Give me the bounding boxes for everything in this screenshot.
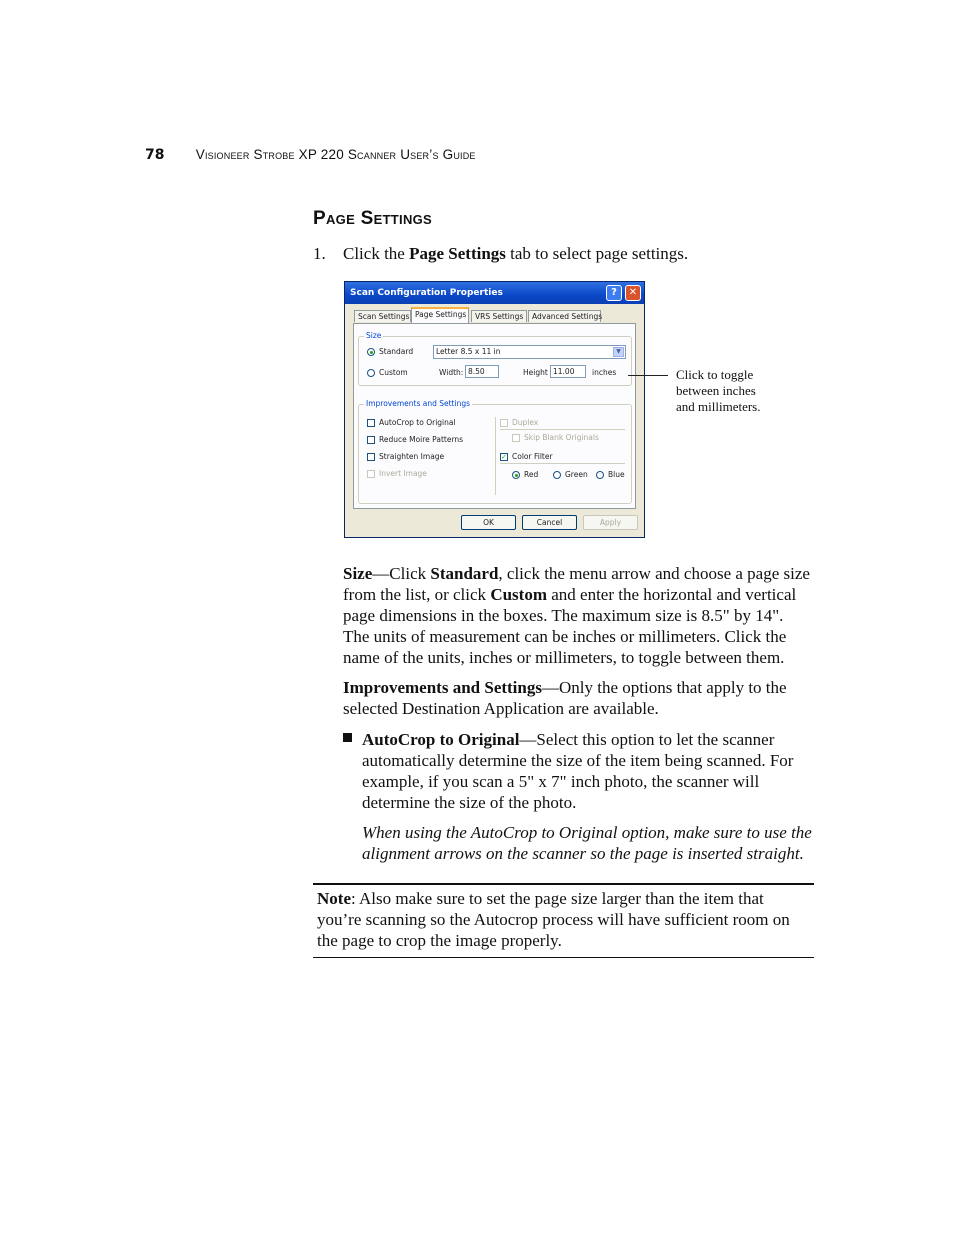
page-settings-panel xyxy=(353,323,636,509)
help-button[interactable]: ? xyxy=(606,285,622,301)
skip-blank-checkbox[interactable] xyxy=(512,434,520,442)
units-toggle[interactable]: inches xyxy=(592,368,617,377)
step-bold: Page Settings xyxy=(409,244,506,263)
callout-text xyxy=(676,367,786,415)
note-box xyxy=(313,883,814,958)
dialog-title: Scan Configuration Properties xyxy=(350,288,503,298)
custom-label: Custom xyxy=(379,368,408,377)
callout-line xyxy=(628,375,668,376)
autocrop-bullet-text xyxy=(362,729,813,813)
custom-radio[interactable] xyxy=(367,369,375,377)
height-label: Height xyxy=(523,368,548,377)
autocrop-term: AutoCrop to Original xyxy=(362,730,520,749)
standard-radio[interactable] xyxy=(367,348,375,356)
autocrop-checkbox[interactable] xyxy=(367,419,375,427)
cancel-button[interactable]: Cancel xyxy=(522,515,577,530)
reduce-moire-checkbox[interactable] xyxy=(367,436,375,444)
color-filter-separator xyxy=(500,463,625,464)
color-filter-checkbox[interactable]: ✓ xyxy=(501,453,507,461)
red-label: Red xyxy=(524,470,539,479)
green-label: Green xyxy=(565,470,588,479)
tab-advanced-settings[interactable]: Advanced Settings xyxy=(528,310,601,322)
note-label: Note xyxy=(317,889,351,908)
close-icon[interactable]: ✕ xyxy=(625,285,641,301)
invert-label: Invert Image xyxy=(379,469,427,478)
red-radio[interactable] xyxy=(512,471,520,479)
improvements-text: —Only the options that apply to the selected Destination Application are available. xyxy=(343,678,787,718)
size-group-label: Size xyxy=(366,331,382,340)
step-1 xyxy=(313,244,688,264)
custom-term: Custom xyxy=(490,585,547,604)
size-paragraph xyxy=(343,563,813,668)
bullet-square-icon xyxy=(343,733,352,742)
duplex-separator xyxy=(500,429,625,430)
duplex-checkbox[interactable] xyxy=(500,419,508,427)
improvements-paragraph xyxy=(343,677,813,719)
ok-button[interactable]: OK xyxy=(461,515,516,530)
invert-checkbox[interactable] xyxy=(367,470,375,478)
step-prefix: Click the xyxy=(343,244,410,263)
straighten-label: Straighten Image xyxy=(379,452,445,461)
step-suffix: tab to select page settings. xyxy=(505,244,689,263)
callout-line-1: Click to toggle xyxy=(676,367,754,382)
color-filter-label: Color Filter xyxy=(512,452,553,461)
width-label: Width: xyxy=(439,368,464,377)
scan-configuration-dialog xyxy=(344,281,645,538)
tab-vrs-settings[interactable]: VRS Settings xyxy=(471,310,527,322)
size-text-1: —Click xyxy=(372,564,431,583)
improvements-group-label: Improvements and Settings xyxy=(366,399,471,408)
page-number: 78 xyxy=(145,147,165,163)
autocrop-label: AutoCrop to Original xyxy=(379,418,456,427)
skip-blank-label: Skip Blank Originals xyxy=(524,433,599,442)
autocrop-text: —Select this option to let the scanner automatically determine the size of the item being scanned. For example, if you scan a 5" x 7" inch photo, the scanner will determine the size of the photo. xyxy=(362,730,794,812)
blue-label: Blue xyxy=(608,470,625,479)
chevron-down-icon[interactable]: ▼ xyxy=(613,347,624,357)
tab-page-settings[interactable]: Page Settings xyxy=(411,307,469,323)
straighten-checkbox[interactable] xyxy=(367,453,375,461)
blue-radio[interactable] xyxy=(596,471,604,479)
height-field[interactable]: 11.00 xyxy=(550,365,586,378)
note-text: : Also make sure to set the page size larger than the item that you’re scanning so the Autocrop process will have sufficient room on the page to crop the image properly. xyxy=(317,889,790,950)
width-field[interactable]: 8.50 xyxy=(465,365,499,378)
callout-line-2: between inches xyxy=(676,383,756,398)
step-number: 1. xyxy=(313,244,326,263)
improvements-group xyxy=(358,399,632,504)
improvements-term: Improvements and Settings xyxy=(343,678,542,697)
size-text-3: and enter the horizontal and vertical page dimensions in the boxes. The maximum size is 8.5" by 14". The units of measurement can be inches or millimeters. Click the name of the units, inches or millimeters, to toggle between them. xyxy=(343,585,797,667)
duplex-label: Duplex xyxy=(512,418,539,427)
alignment-tip: When using the AutoCrop to Original option, make sure to use the alignment arrows on the scanner so the page is inserted straight. xyxy=(362,823,812,863)
green-radio[interactable] xyxy=(553,471,561,479)
dialog-titlebar xyxy=(345,282,644,304)
reduce-moire-label: Reduce Moire Patterns xyxy=(379,435,464,444)
callout-line-3: and millimeters. xyxy=(676,399,761,414)
tab-scan-settings[interactable]: Scan Settings xyxy=(354,310,411,322)
size-text-2: , click the menu arrow and choose a page size from the list, or click xyxy=(343,564,810,604)
size-term: Size xyxy=(343,564,373,583)
apply-button[interactable]: Apply xyxy=(583,515,638,530)
running-header xyxy=(145,147,476,163)
running-title: Visioneer Strobe XP 220 Scanner User’s Guide xyxy=(195,147,476,162)
standard-term: Standard xyxy=(430,564,499,583)
size-group xyxy=(358,331,632,386)
autocrop-bullet xyxy=(343,729,813,813)
section-title: Page Settings xyxy=(313,208,433,229)
standard-size-value: Letter 8.5 x 11 in xyxy=(436,347,501,356)
options-divider xyxy=(495,417,496,495)
standard-label: Standard xyxy=(379,347,414,356)
standard-size-select[interactable] xyxy=(433,345,626,359)
